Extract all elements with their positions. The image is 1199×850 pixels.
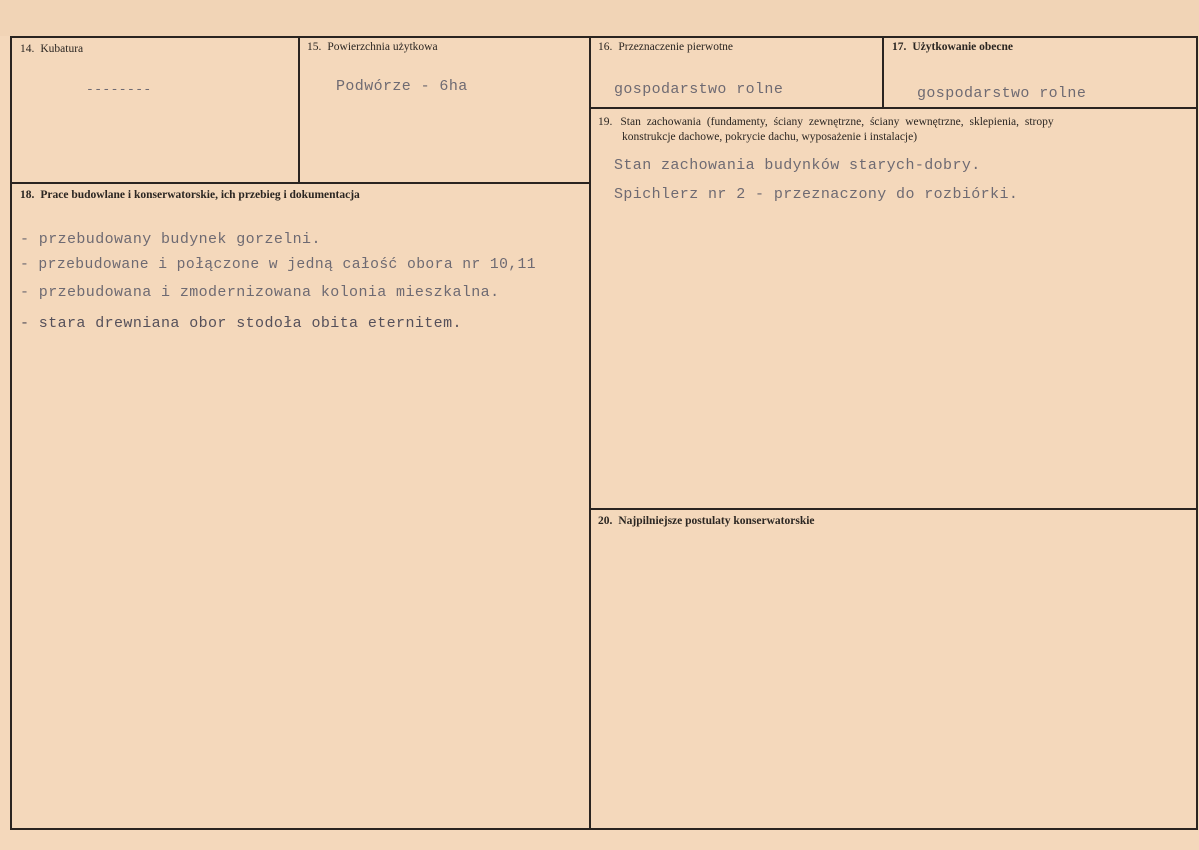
field-19-label-line2: konstrukcje dachowe, pokrycie dachu, wyposażenie i instalacje)	[622, 131, 918, 143]
rule-divider-14-15	[298, 36, 300, 183]
field-15-label	[307, 40, 438, 55]
rule-right-lower	[590, 508, 1198, 510]
card-top-margin	[0, 0, 1199, 36]
field-19-line-1: Stan zachowania budynków starych-dobry.	[614, 157, 981, 174]
field-17-number: 17.	[892, 41, 907, 53]
field-16-value: gospodarstwo rolne	[614, 81, 784, 98]
field-14-number: 14.	[20, 43, 35, 55]
field-18-line-2: - przebudowane i połączone w jedną całość obora nr 10,11	[20, 257, 536, 273]
rule-mid-left	[10, 182, 590, 184]
rule-divider-16-17	[882, 36, 884, 108]
field-17-title: Użytkowanie obecne	[912, 41, 1013, 53]
field-18-title: Prace budowlane i konserwatorskie, ich przebieg i dokumentacja	[40, 189, 360, 201]
field-15-value: Podwórze - 6ha	[336, 78, 468, 95]
field-16-number: 16.	[598, 41, 613, 53]
field-14-value: --------	[86, 82, 152, 97]
field-19-label-line1	[598, 115, 1170, 130]
field-16-title: Przeznaczenie pierwotne	[618, 41, 733, 53]
field-18-number: 18.	[20, 189, 35, 201]
field-18-line-3: - przebudowana i zmodernizowana kolonia mieszkalna.	[20, 284, 500, 301]
field-18-line-4: - stara drewniana obor stodoła obita eternitem.	[20, 315, 462, 332]
field-20-label	[598, 514, 815, 529]
field-19-number: 19.	[598, 116, 613, 128]
field-19-title-line1: Stan zachowania (fundamenty, ściany zewnętrzne, ściany wewnętrzne, sklepienia, stropy	[620, 116, 1054, 128]
field-14-label	[20, 42, 83, 57]
field-16-label	[598, 40, 733, 55]
field-19-line-2: Spichlerz nr 2 - przeznaczony do rozbiórki.	[614, 186, 1019, 203]
field-15-title: Powierzchnia użytkowa	[327, 41, 438, 53]
rule-left	[10, 36, 12, 830]
rule-top	[10, 36, 1198, 38]
rule-center	[589, 36, 591, 830]
rule-bottom	[10, 828, 1198, 830]
field-15-number: 15.	[307, 41, 322, 53]
field-20-title: Najpilniejsze postulaty konserwatorskie	[618, 515, 815, 527]
field-17-label	[892, 40, 1013, 55]
field-17-value: gospodarstwo rolne	[917, 85, 1087, 102]
field-14-title: Kubatura	[40, 43, 84, 55]
field-20-number: 20.	[598, 515, 613, 527]
field-18-line-1: - przebudowany budynek gorzelni.	[20, 231, 321, 248]
field-18-label	[20, 188, 360, 203]
rule-right	[1196, 36, 1198, 830]
rule-mid-right	[590, 107, 1198, 109]
